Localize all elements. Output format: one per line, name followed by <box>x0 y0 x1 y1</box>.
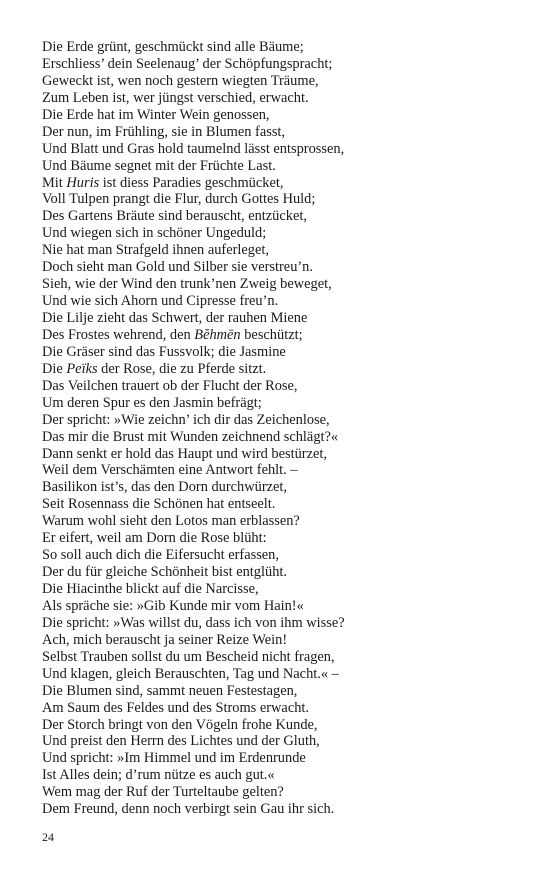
poem-text-run: Die Blumen sind, sammt neuen Festestagen, <box>42 682 298 699</box>
poem-text-run: Des Gartens Bräute sind berauscht, entzücket, <box>42 208 307 225</box>
poem-line <box>42 767 345 784</box>
poem-text-run: Voll Tulpen prangt die Flur, durch Gottes Huld; <box>42 191 316 208</box>
poem-line <box>42 733 345 750</box>
poem-line <box>42 395 345 412</box>
poem-text-run: Sieh, wie der Wind den trunk’nen Zweig beweget, <box>42 276 332 293</box>
poem-text-run: Erschliess’ dein Seelenaug’ der Schöpfungspracht; <box>42 55 333 72</box>
poem-line <box>42 361 345 378</box>
poem-line <box>42 717 345 734</box>
poem-text-run: Dann senkt er hold das Haupt und wird bestürzet, <box>42 445 327 462</box>
poem-line <box>42 530 345 547</box>
poem-text-run: Am Saum des Feldes und des Stroms erwacht. <box>42 699 309 716</box>
poem-line <box>42 293 345 310</box>
poem-text-run: Und preist den Herrn des Lichtes und der Gluth, <box>42 733 320 750</box>
poem-text-run: Die Erde hat im Winter Wein genossen, <box>42 106 270 123</box>
poem-line <box>42 632 345 649</box>
poem-line <box>42 378 345 395</box>
poem-line <box>42 141 345 158</box>
poem-line <box>42 73 345 90</box>
poem-text-run: Dem Freund, denn noch verbirgt sein Gau ihr sich. <box>42 801 335 818</box>
poem-text-run: Das mir die Brust mit Wunden zeichnend schlägt?« <box>42 428 339 445</box>
poem-text-run: Die Lilje zieht das Schwert, der rauhen Miene <box>42 310 308 326</box>
poem-line <box>42 700 345 717</box>
poem-italic-word: Peïks <box>66 360 98 377</box>
poem-line <box>42 683 345 700</box>
poem-text-run: Warum wohl sieht den Lotos man erblassen? <box>42 513 300 530</box>
poem-line <box>42 344 345 361</box>
poem-line <box>42 564 345 581</box>
poem-line <box>42 801 345 818</box>
poem-line <box>42 446 345 463</box>
poem-line <box>42 429 345 446</box>
poem-text-run: Seit Rosennass die Schönen hat entseelt. <box>42 496 276 513</box>
poem-italic-word: Bĕhmēn <box>194 326 241 343</box>
poem-text-run: Und Bäume segnet mit der Früchte Last. <box>42 157 276 174</box>
poem-line <box>42 479 345 496</box>
poem-line <box>42 310 345 327</box>
poem-line <box>42 225 345 242</box>
poem-text-run: Selbst Trauben sollst du um Bescheid nicht fragen, <box>42 648 335 665</box>
poem-text <box>42 39 345 818</box>
poem-line <box>42 615 345 632</box>
poem-text-run: Ach, mich berauscht ja seiner Reize Wein! <box>42 631 288 648</box>
poem-line <box>42 496 345 513</box>
poem-italic-word: Huris <box>66 174 100 191</box>
poem-line <box>42 666 345 683</box>
poem-text-run: Und klagen, gleich Berauschten, Tag und Nacht.« – <box>42 665 339 682</box>
poem-text-run: Die Hiacinthe blickt auf die Narcisse, <box>42 581 259 597</box>
poem-text-run: Wem mag der Ruf der Turteltaube gelten? <box>42 784 284 801</box>
poem-line <box>42 56 345 73</box>
poem-line <box>42 581 345 598</box>
poem-text-run: Nie hat man Strafgeld ihnen auferleget, <box>42 242 269 259</box>
poem-text-run: Doch sieht man Gold und Silber sie verstreu’n. <box>42 259 313 276</box>
poem-line <box>42 513 345 530</box>
poem-text-run: Basilikon ist’s, das den Dorn durchwürzet, <box>42 479 287 496</box>
poem-text-run: Er eifert, weil am Dorn die Rose blüht: <box>42 530 267 547</box>
poem-line <box>42 124 345 141</box>
poem-line <box>42 107 345 124</box>
poem-text-run: Der nun, im Frühling, sie in Blumen fasst, <box>42 123 286 140</box>
poem-line <box>42 327 345 344</box>
poem-line <box>42 158 345 175</box>
poem-line <box>42 547 345 564</box>
poem-text-run: beschützt; <box>240 326 303 343</box>
poem-line <box>42 598 345 615</box>
poem-line <box>42 175 345 192</box>
poem-text-run: der Rose, die zu Pferde sitzt. <box>97 360 267 377</box>
poem-text-run: Und wiegen sich in schöner Ungeduld; <box>42 225 267 242</box>
poem-text-run: Und spricht: »Im Himmel und im Erdenrunde <box>42 750 306 767</box>
poem-text-run: Der Storch bringt von den Vögeln frohe Kunde, <box>42 716 318 733</box>
poem-text-run: Als spräche sie: »Gib Kunde mir vom Hain!« <box>42 597 304 614</box>
poem-line <box>42 39 345 56</box>
poem-text-run: Die Gräser sind das Fussvolk; die Jasmine <box>42 343 286 360</box>
poem-text-run: Mit <box>42 174 67 191</box>
poem-line <box>42 462 345 479</box>
poem-text-run: Des Frostes wehrend, den <box>42 326 195 343</box>
poem-text-run: ist diess Paradies geschmücket, <box>99 174 284 191</box>
poem-text-run: Um deren Spur es den Jasmin befrägt; <box>42 394 262 411</box>
poem-text-run: Der spricht: »Wie zeichn’ ich dir das Zeichenlose, <box>42 411 330 428</box>
poem-line <box>42 649 345 666</box>
poem-line <box>42 412 345 429</box>
poem-text-run: So soll auch dich die Eifersucht erfassen, <box>42 547 279 564</box>
poem-text-run: Geweckt ist, wen noch gestern wiegten Träume, <box>42 72 319 89</box>
poem-text-run: Und Blatt und Gras hold taumelnd lässt entsprossen, <box>42 140 345 157</box>
poem-line <box>42 191 345 208</box>
poem-line <box>42 750 345 767</box>
poem-line <box>42 259 345 276</box>
poem-text-run: Der du für gleiche Schönheit bist entglüht. <box>42 564 287 581</box>
poem-text-run: Zum Leben ist, wer jüngst verschied, erwacht. <box>42 89 309 106</box>
poem-line <box>42 208 345 225</box>
poem-line <box>42 242 345 259</box>
page-number: 24 <box>42 830 54 844</box>
poem-line <box>42 90 345 107</box>
poem-text-run: Weil dem Verschämten eine Antwort fehlt. – <box>42 462 298 479</box>
poem-text-run: Das Veilchen trauert ob der Flucht der Rose, <box>42 377 298 394</box>
poem-text-run: Die Erde grünt, geschmückt sind alle Bäume; <box>42 39 304 55</box>
poem-line <box>42 784 345 801</box>
poem-text-run: Und wie sich Ahorn und Cipresse freu’n. <box>42 293 279 310</box>
poem-text-run: Ist Alles dein; d’rum nütze es auch gut.« <box>42 767 275 784</box>
poem-text-run: Die <box>42 360 67 377</box>
poem-text-run: Die spricht: »Was willst du, dass ich von ihm wisse? <box>42 614 345 631</box>
poem-line <box>42 276 345 293</box>
